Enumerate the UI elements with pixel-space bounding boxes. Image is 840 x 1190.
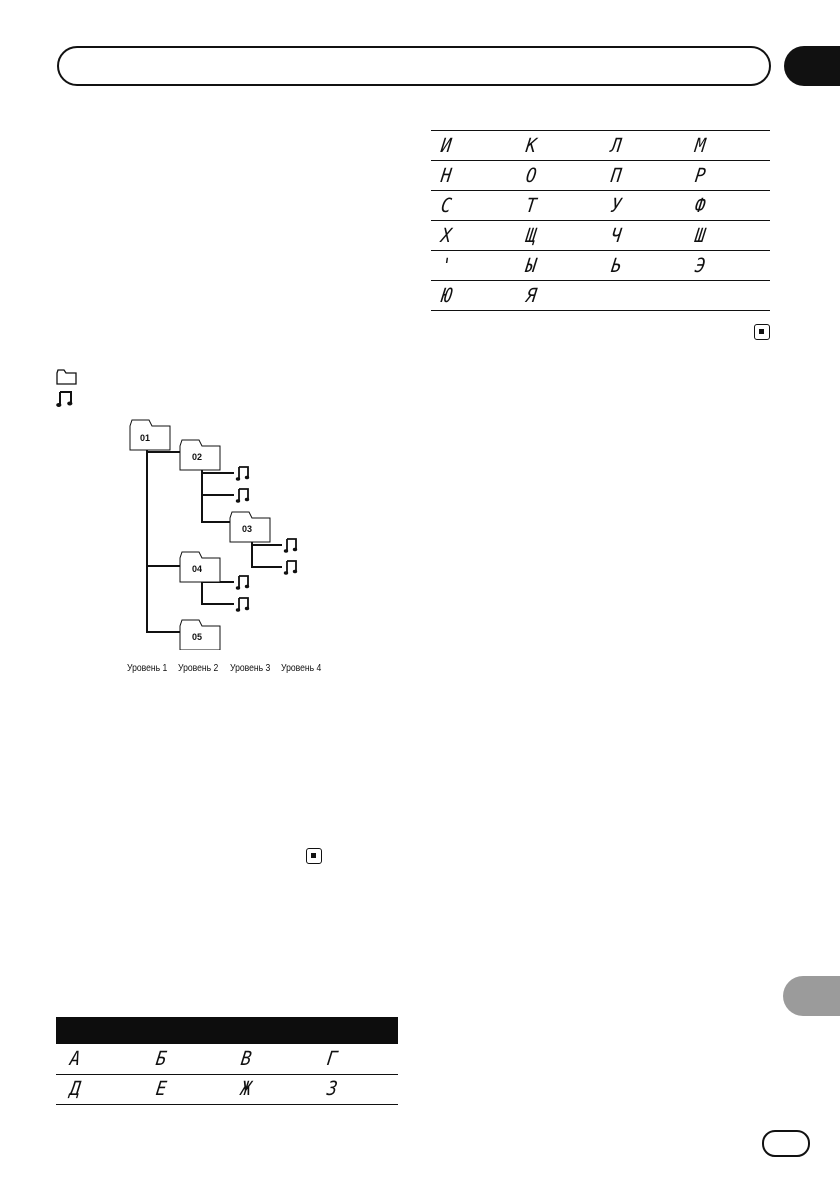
- glyph-cell: Л: [601, 131, 686, 161]
- glyph-cell: Э: [685, 251, 770, 281]
- folder-03: [230, 512, 270, 542]
- folder-label: 02: [192, 452, 203, 462]
- table-row: [431, 251, 770, 281]
- level-label-2: Уровень 2: [178, 662, 219, 674]
- glyph-cell: А: [56, 1044, 142, 1074]
- table-header-bar: [56, 1017, 398, 1044]
- folder-tree-diagram: [120, 410, 320, 650]
- music-file-icon: [284, 561, 297, 575]
- music-file-icon: [284, 539, 297, 553]
- glyph-cell: [685, 281, 770, 311]
- folder-05: [180, 620, 220, 650]
- music-file-icon: [236, 598, 249, 612]
- glyph-cell: Х: [431, 221, 516, 251]
- glyph-cell: Ю: [431, 281, 516, 311]
- display-glyph-table-bottom: [56, 1044, 398, 1105]
- glyph-cell: Ы: [516, 251, 601, 281]
- level-label-3: Уровень 3: [230, 662, 271, 674]
- glyph-cell: И: [431, 131, 516, 161]
- glyph-cell: Р: [685, 161, 770, 191]
- glyph-cell: ': [431, 251, 516, 281]
- glyph-cell: Я: [516, 281, 601, 311]
- glyph-cell: П: [601, 161, 686, 191]
- glyph-cell: Ж: [227, 1074, 313, 1104]
- glyph-cell: З: [313, 1074, 399, 1104]
- glyph-cell: У: [601, 191, 686, 221]
- page-number-box: [762, 1130, 810, 1157]
- table-row: [431, 191, 770, 221]
- folder-04: [180, 552, 220, 582]
- music-file-icon: [236, 489, 249, 503]
- glyph-cell: Е: [142, 1074, 228, 1104]
- glyph-cell: С: [431, 191, 516, 221]
- table-row: [431, 131, 770, 161]
- glyph-cell: М: [685, 131, 770, 161]
- glyph-cell: О: [516, 161, 601, 191]
- end-mark-icon: [754, 324, 770, 340]
- glyph-cell: К: [516, 131, 601, 161]
- language-side-tab: [783, 976, 840, 1016]
- music-file-icon: [236, 467, 249, 481]
- header-bar: [57, 46, 771, 86]
- glyph-cell: Ш: [685, 221, 770, 251]
- level-label-4: Уровень 4: [281, 662, 322, 674]
- glyph-cell: Ь: [601, 251, 686, 281]
- folder-label: 04: [192, 564, 203, 574]
- glyph-cell: [601, 281, 686, 311]
- glyph-cell: Ч: [601, 221, 686, 251]
- table-row: [431, 221, 770, 251]
- folder-label: 03: [242, 524, 253, 534]
- glyph-cell: Г: [313, 1044, 399, 1074]
- folder-01: [130, 420, 170, 450]
- display-glyph-table: [431, 130, 770, 311]
- glyph-cell: Н: [431, 161, 516, 191]
- music-file-icon: [236, 576, 249, 590]
- folder-02: [180, 440, 220, 470]
- folder-label: 01: [140, 433, 151, 443]
- table-row: [56, 1074, 398, 1104]
- glyph-cell: Т: [516, 191, 601, 221]
- section-tab: [784, 46, 840, 86]
- table-row: [431, 281, 770, 311]
- glyph-cell: В: [227, 1044, 313, 1074]
- glyph-cell: Б: [142, 1044, 228, 1074]
- table-row: [56, 1044, 398, 1074]
- folder-label: 05: [192, 632, 203, 642]
- end-mark-icon: [306, 848, 322, 864]
- music-note-icon: [56, 390, 74, 408]
- glyph-cell: Д: [56, 1074, 142, 1104]
- level-label-1: Уровень 1: [127, 662, 168, 674]
- table-row: [431, 161, 770, 191]
- glyph-cell: Щ: [516, 221, 601, 251]
- folder-icon: [56, 369, 78, 385]
- glyph-cell: Ф: [685, 191, 770, 221]
